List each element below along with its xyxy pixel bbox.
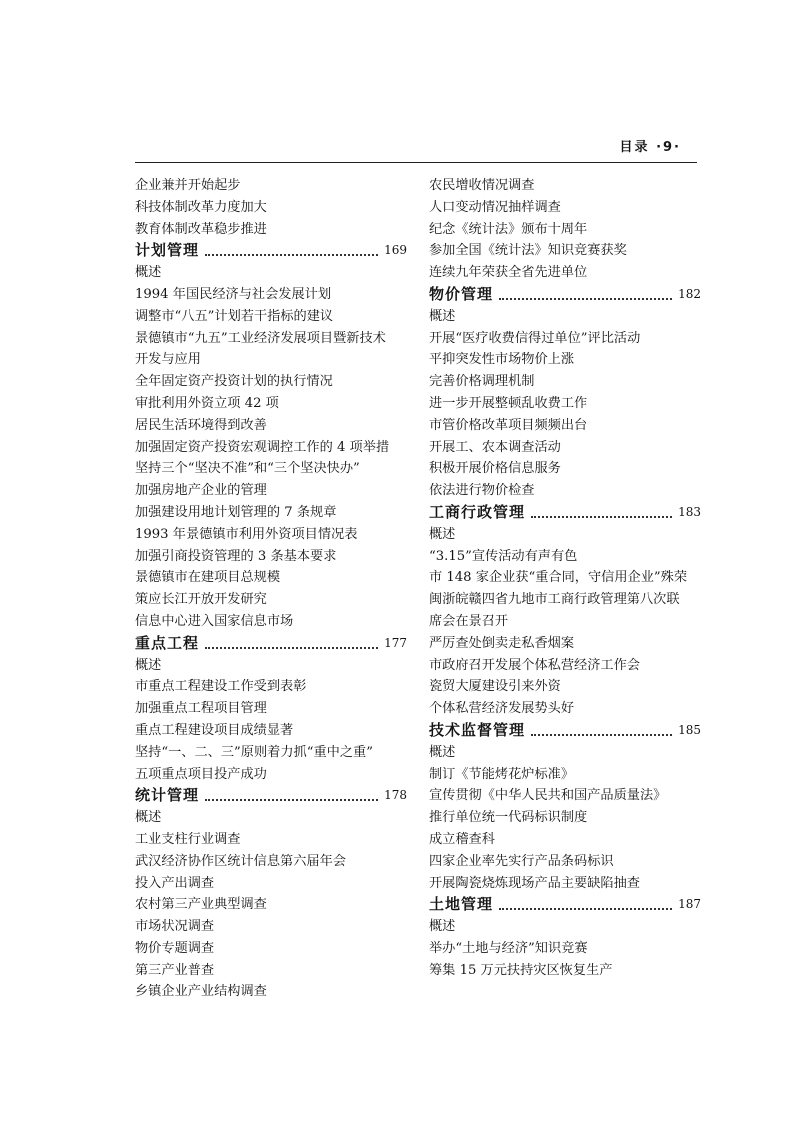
toc-entry: 五项重点项目投产成功 (135, 766, 267, 782)
toc-entry: 开展工、农本调查活动 (429, 439, 561, 455)
dot-leader (499, 908, 672, 910)
dot-leader (531, 516, 672, 518)
toc-entry: 加强重点工程项目管理 (135, 701, 267, 717)
section-title: 土地管理 (429, 895, 494, 914)
page-number: 187 (678, 897, 701, 912)
toc-entry: 市重点工程建设工作受到表彰 (135, 679, 307, 695)
toc-entry: 坚持三个“坚决不准”和“三个坚决快办” (135, 461, 360, 477)
toc-right-column (429, 175, 701, 981)
toc-entry: 概述 (429, 744, 456, 760)
toc-entry: 加强建设用地计划管理的 7 条规章 (135, 504, 337, 520)
toc-entry: 连续九年荣获全省先进单位 (429, 265, 588, 281)
toc-entry: 开发与应用 (135, 352, 201, 368)
toc-entry: 宣传贯彻《中华人民共和国产品质量法》 (429, 788, 667, 804)
page-number: 183 (678, 504, 701, 519)
toc-entry: 农村第三产业典型调查 (135, 897, 267, 913)
toc-entry: 第三产业普查 (135, 962, 215, 978)
toc-entry: 加强引商投资管理的 3 条基本要求 (135, 548, 337, 564)
toc-entry: 投入产出调查 (135, 875, 215, 891)
dot-leader (205, 647, 378, 649)
toc-entry: 开展“医疗收费信得过单位”评比活动 (429, 330, 641, 346)
section-title: 物价管理 (429, 284, 494, 303)
dot-leader (531, 734, 672, 736)
toc-entry: 策应长江开放开发研究 (135, 592, 267, 608)
section-heading (429, 502, 701, 524)
toc-entry: 四家企业率先实行产品条码标识 (429, 853, 614, 869)
toc-entry: 审批利用外资立项 42 项 (135, 395, 279, 411)
toc-entry: 进一步开展整顿乱收费工作 (429, 395, 588, 411)
section-title: 统计管理 (135, 786, 200, 805)
toc-entry: 市管价格改革项目频频出台 (429, 417, 588, 433)
toc-entry: 严厉查处倒卖走私香烟案 (429, 635, 575, 651)
toc-entry: 1993 年景德镇市利用外资项目情况表 (135, 526, 358, 542)
toc-entry: 纪念《统计法》颁布十周年 (429, 221, 588, 237)
toc-entry: 概述 (135, 810, 162, 826)
toc-entry: 筹集 15 万元扶持灾区恢复生产 (429, 962, 613, 978)
toc-entry: 概述 (429, 919, 456, 935)
toc-entry: 完善价格调理机制 (429, 374, 535, 390)
toc-entry: 乡镇企业产业结构调查 (135, 984, 267, 1000)
toc-entry: 景德镇市“九五”工业经济发展项目暨新技术 (135, 330, 386, 346)
toc-entry: 市 148 家企业获“重合同，守信用企业”殊荣 (429, 570, 688, 586)
dot-leader (499, 298, 672, 300)
toc-entry: 调整市“八五”计划若干指标的建议 (135, 308, 334, 324)
toc-entry: 依法进行物价检查 (429, 483, 535, 499)
toc-entry: 推行单位统一代码标识制度 (429, 810, 588, 826)
toc-entry: 闽浙皖赣四省九地市工商行政管理第八次联 (429, 592, 680, 608)
page-number: 178 (384, 788, 407, 803)
toc-entry: 农民增收情况调查 (429, 178, 535, 193)
page-number: 177 (384, 635, 407, 650)
toc-entry: 开展陶瓷烧炼现场产品主要缺陷抽查 (429, 875, 640, 891)
toc-entry: 企业兼并开始起步 (135, 178, 241, 193)
page-number: 185 (678, 722, 701, 737)
section-heading (135, 785, 407, 807)
toc-entry: 加强固定资产投资宏观调控工作的 4 项举措 (135, 439, 390, 455)
page-number: 169 (384, 243, 407, 258)
toc-entry: “3.15”宣传活动有声有色 (429, 548, 578, 564)
section-heading (429, 894, 701, 916)
toc-entry: 个体私营经济发展势头好 (429, 701, 575, 717)
toc-entry: 概述 (135, 265, 162, 281)
toc-entry: 教育体制改革稳步推进 (135, 221, 267, 237)
toc-entry: 制订《节能烤花炉标准》 (429, 766, 575, 782)
section-heading (135, 240, 407, 262)
page-header (135, 136, 695, 158)
toc-entry: 概述 (135, 657, 162, 673)
section-title: 重点工程 (135, 633, 200, 652)
toc-entry: 居民生活环境得到改善 (135, 417, 267, 433)
toc-entry: 重点工程建设项目成绩显著 (135, 722, 294, 738)
toc-entry: 席会在景召开 (429, 613, 509, 629)
toc-entry: 科技体制改革力度加大 (135, 199, 267, 215)
toc-entry: 瓷贸大厦建设引来外资 (429, 679, 561, 695)
toc-entry: 信息中心进入国家信息市场 (135, 613, 294, 629)
toc-entry: 工业支柱行业调查 (135, 831, 241, 847)
toc-entry: 物价专题调查 (135, 940, 215, 956)
toc-entry: 市政府召开发展个体私营经济工作会 (429, 657, 640, 673)
section-heading (429, 284, 701, 306)
toc-entry: 景德镇市在建项目总规模 (135, 570, 281, 586)
header-rule (135, 162, 697, 163)
toc-entry: 武汉经济协作区统计信息第六届年会 (135, 853, 346, 869)
toc-entry: 积极开展价格信息服务 (429, 461, 561, 477)
dot-leader (205, 254, 378, 256)
toc-entry: 概述 (429, 526, 456, 542)
toc-entry: 全年固定资产投资计划的执行情况 (135, 374, 333, 390)
toc-entry: 举办“土地与经济”知识竞赛 (429, 940, 588, 956)
dot-leader (205, 799, 378, 801)
toc-entry: 坚持“一、二、三”原则着力抓“重中之重” (135, 744, 373, 760)
toc-entry: 成立稽查科 (429, 831, 495, 847)
toc-entry: 市场状况调查 (135, 919, 215, 935)
toc-entry: 平抑突发性市场物价上涨 (429, 352, 575, 368)
toc-entry: 加强房地产企业的管理 (135, 483, 267, 499)
toc-entry: 人口变动情况抽样调查 (429, 199, 561, 215)
section-title: 计划管理 (135, 241, 200, 260)
toc-left-column (135, 175, 407, 1003)
page-number: 182 (678, 286, 701, 301)
running-header: 目录 ·9· (619, 140, 681, 155)
section-heading (135, 633, 407, 655)
toc-entry: 参加全国《统计法》知识竞赛获奖 (429, 243, 627, 259)
toc-entry: 概述 (429, 308, 456, 324)
section-title: 工商行政管理 (429, 502, 526, 521)
toc-entry: 1994 年国民经济与社会发展计划 (135, 286, 332, 302)
section-title: 技术监督管理 (429, 720, 526, 739)
section-heading (429, 720, 701, 742)
